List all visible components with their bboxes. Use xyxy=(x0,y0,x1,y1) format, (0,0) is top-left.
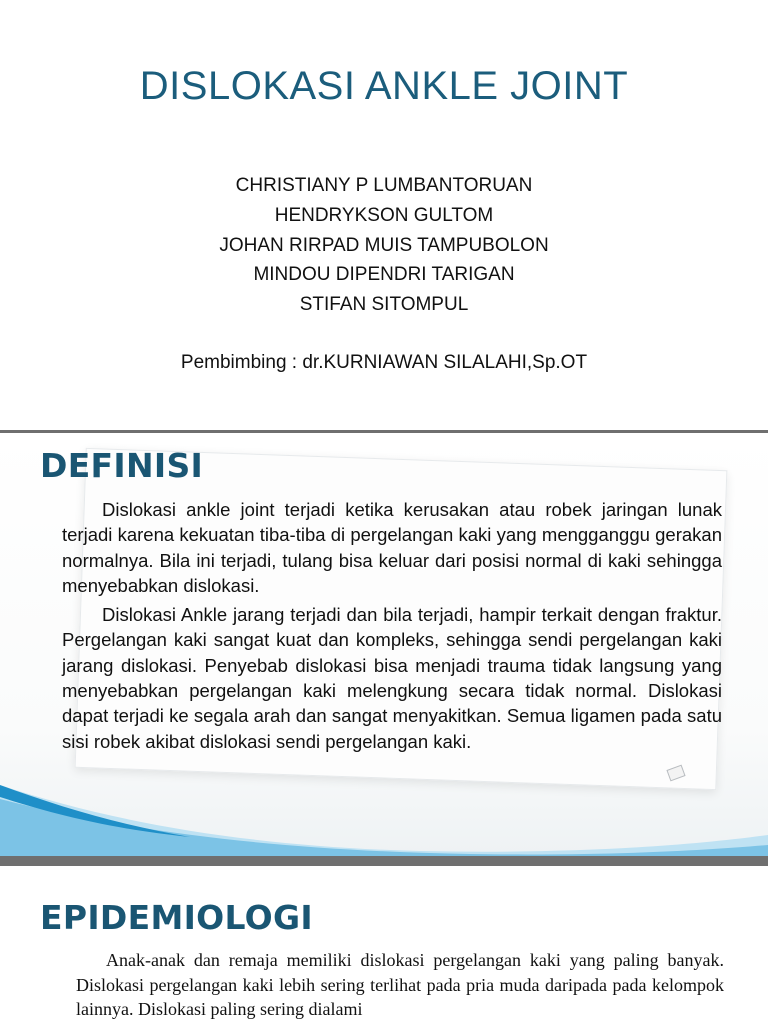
epidemiology-body xyxy=(76,948,724,1022)
paragraph: Dislokasi Ankle jarang terjadi dan bila terjadi, hampir terkait dengan fraktur. Pergelangan kaki sangat kuat dan kompleks, sehingga sendi pergelangan kaki jarang dislokasi. Penyebab dislokasi bisa menjadi trauma tidak langsung yang menyebabkan pergelangan kaki melengkung secara tidak normal. Dislokasi dapat terjadi ke segala arah dan sangat menyakitkan. Semua ligamen pada satu sisi robek akibat dislokasi sendi pergelangan kaki. xyxy=(62,604,722,752)
author-name: CHRISTIANY P LUMBANTORUAN xyxy=(235,175,533,196)
paragraph: Dislokasi ankle joint terjadi ketika kerusakan atau robek jaringan lunak terjadi karena kekuatan tiba-tiba di pergelangan kaki yang mengganggu gerakan normalnya. Bila ini terjadi, tulang bisa keluar dari posisi normal di kaki sehingga menyebabkan dislokasi. xyxy=(62,499,722,596)
author-name: JOHAN RIRPAD MUIS TAMPUBOLON xyxy=(219,234,549,256)
wave-decoration xyxy=(0,785,768,856)
section-heading: EPIDEMIOLOGI xyxy=(40,898,313,937)
definition-body xyxy=(62,497,722,758)
section-heading: DEFINISI xyxy=(40,446,204,485)
slide-title xyxy=(0,0,768,430)
author-name: MINDOU DIPENDRI TARIGAN xyxy=(253,264,515,286)
slide-definisi xyxy=(0,433,768,856)
paragraph: Anak-anak dan remaja memiliki dislokasi pergelangan kaki yang paling banyak. Dislokasi pergelangan kaki lebih sering terlihat pada pria muda daripada pada kelompok lainnya. Dislokasi paling sering dialami xyxy=(76,950,724,1019)
author-list xyxy=(0,171,768,320)
slide-epidemiologi xyxy=(0,866,768,1024)
author-name: HENDRYKSON GULTOM xyxy=(274,204,494,226)
author-name: STIFAN SITOMPUL xyxy=(299,294,469,316)
advisor-line: Pembimbing : dr.KURNIAWAN SILALAHI,Sp.OT xyxy=(180,352,588,373)
presentation-title: DISLOKASI ANKLE JOINT xyxy=(139,64,629,108)
